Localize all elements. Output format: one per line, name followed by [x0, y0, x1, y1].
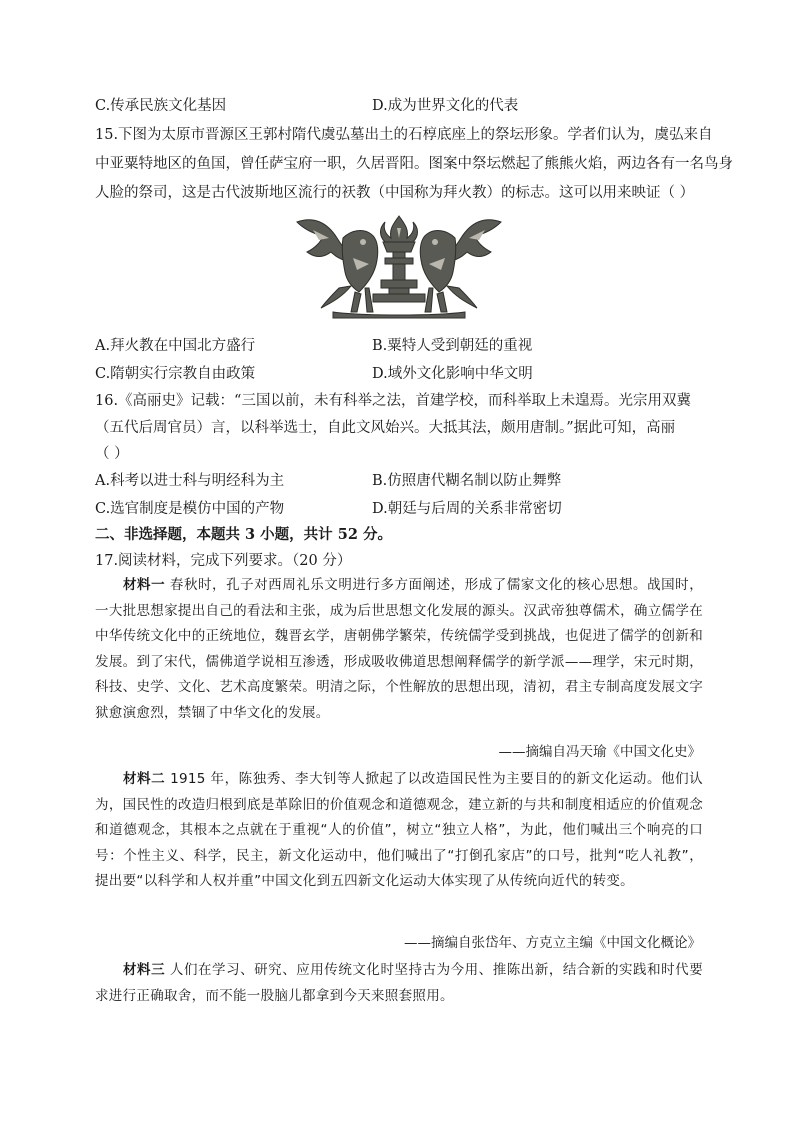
q16-option-a: A.科考以进士科与明经科为主 [95, 473, 285, 489]
material-1-source: ——摘编自冯天瑜《中国文化史》 [498, 744, 701, 760]
q15-option-a: A.拜火教在中国北方盛行 [95, 338, 256, 354]
material-2-label: 材料二 [123, 771, 166, 787]
material-3 [95, 958, 703, 1009]
q14-option-d: D.成为世界文化的代表 [372, 98, 519, 114]
q17-stem: 17.阅读材料，完成下列要求。（20 分） [95, 553, 352, 569]
material-2 [95, 767, 703, 895]
altar-relief-image [293, 208, 505, 328]
q16-stem-line-1: 16.《高丽史》记载：“三国以前，未有科举之法，首建学校，而科举取上未遑焉。光宗用双冀 [95, 393, 691, 409]
q15-option-b: B.粟特人受到朝廷的重视 [372, 338, 533, 354]
material-1 [95, 573, 703, 726]
altar-relief-illustration [293, 208, 505, 328]
material-3-label: 材料三 [123, 962, 166, 978]
material-1-label: 材料一 [123, 577, 166, 593]
material-2-text: 1915 年，陈独秀、李大钊等人掀起了以改造国民性为主要目的的新文化运动。他们认为，国民性的改造归根到底是革除旧的价值观念和道德观念，建立新的与共和制度相适应的价值观念和道德观念，其根本之点就在于重视“人的价值”，树立“独立人格”，为此，他们喊出三个响亮的口号：个性主义、科学，民主，新文化运动中，他们喊出了“打倒孔家店”的口号，批判“吃人礼教”，提出要“以科学和人权并重”中国文化到五四新文化运动大体实现了从传统向近代的转变。 [95, 771, 703, 889]
q15-stem-line-2: 中亚粟特地区的鱼国，曾任萨宝府一职，久居晋阳。图案中祭坛燃起了熊熊火焰，两边各有一名鸟身 [95, 156, 733, 172]
q16-option-c: C.选官制度是模仿中国的产物 [95, 501, 285, 517]
q15-option-c: C.隋朝实行宗教自由政策 [95, 366, 256, 382]
q15-option-d: D.域外文化影响中华文明 [372, 366, 533, 382]
q14-option-c: C.传承民族文化基因 [95, 98, 227, 114]
q16-stem-line-3: （ ） [95, 446, 129, 462]
section-heading: 二、非选择题，本题共 3 小题，共计 52 分。 [95, 526, 392, 543]
q16-option-b: B.仿照唐代糊名制以防止舞弊 [372, 473, 562, 489]
q16-stem-line-2: （五代后周官员）言，以科举选士，自此文风始兴。大抵其法，颇用唐制。”据此可知，高丽 [95, 420, 676, 436]
material-1-text: 春秋时，孔子对西周礼乐文明进行多方面阐述，形成了儒家文化的核心思想。战国时，一大批思想家提出自己的看法和主张，成为后世思想文化发展的源头。汉武帝独尊儒术，确立儒学在中华传统文化中的正统地位，魏晋玄学，唐朝佛学繁荣，传统儒学受到挑战，也促进了儒学的创新和发展。到了宋代，儒佛道学说相互渗透，形成吸收佛道思想阐释儒学的新学派——理学，宋元时期，科技、史学、文化、艺术高度繁荣。明清之际，个性解放的思想出现，清初，君主专制高度发展文字狱愈演愈烈，禁锢了中华文化的发展。 [95, 577, 703, 721]
material-2-source: ——摘编自张岱年、方克立主编《中国文化概论》 [404, 935, 701, 951]
q15-stem-line-3: 人脸的祭司，这是古代波斯地区流行的祆教（中国称为拜火教）的标志。这可以用来映证（ ） [95, 185, 695, 201]
q15-stem-line-1: 15.下图为太原市晋源区王郭村隋代虞弘墓出土的石椁底座上的祭坛形象。学者们认为，虞弘来自 [95, 127, 713, 143]
material-3-text: 人们在学习、研究、应用传统文化时坚持古为今用、推陈出新，结合新的实践和时代要求进行正确取舍，而不能一股脑儿都拿到今天来照套照用。 [95, 962, 703, 1004]
q16-option-d: D.朝廷与后周的关系非常密切 [372, 501, 562, 517]
